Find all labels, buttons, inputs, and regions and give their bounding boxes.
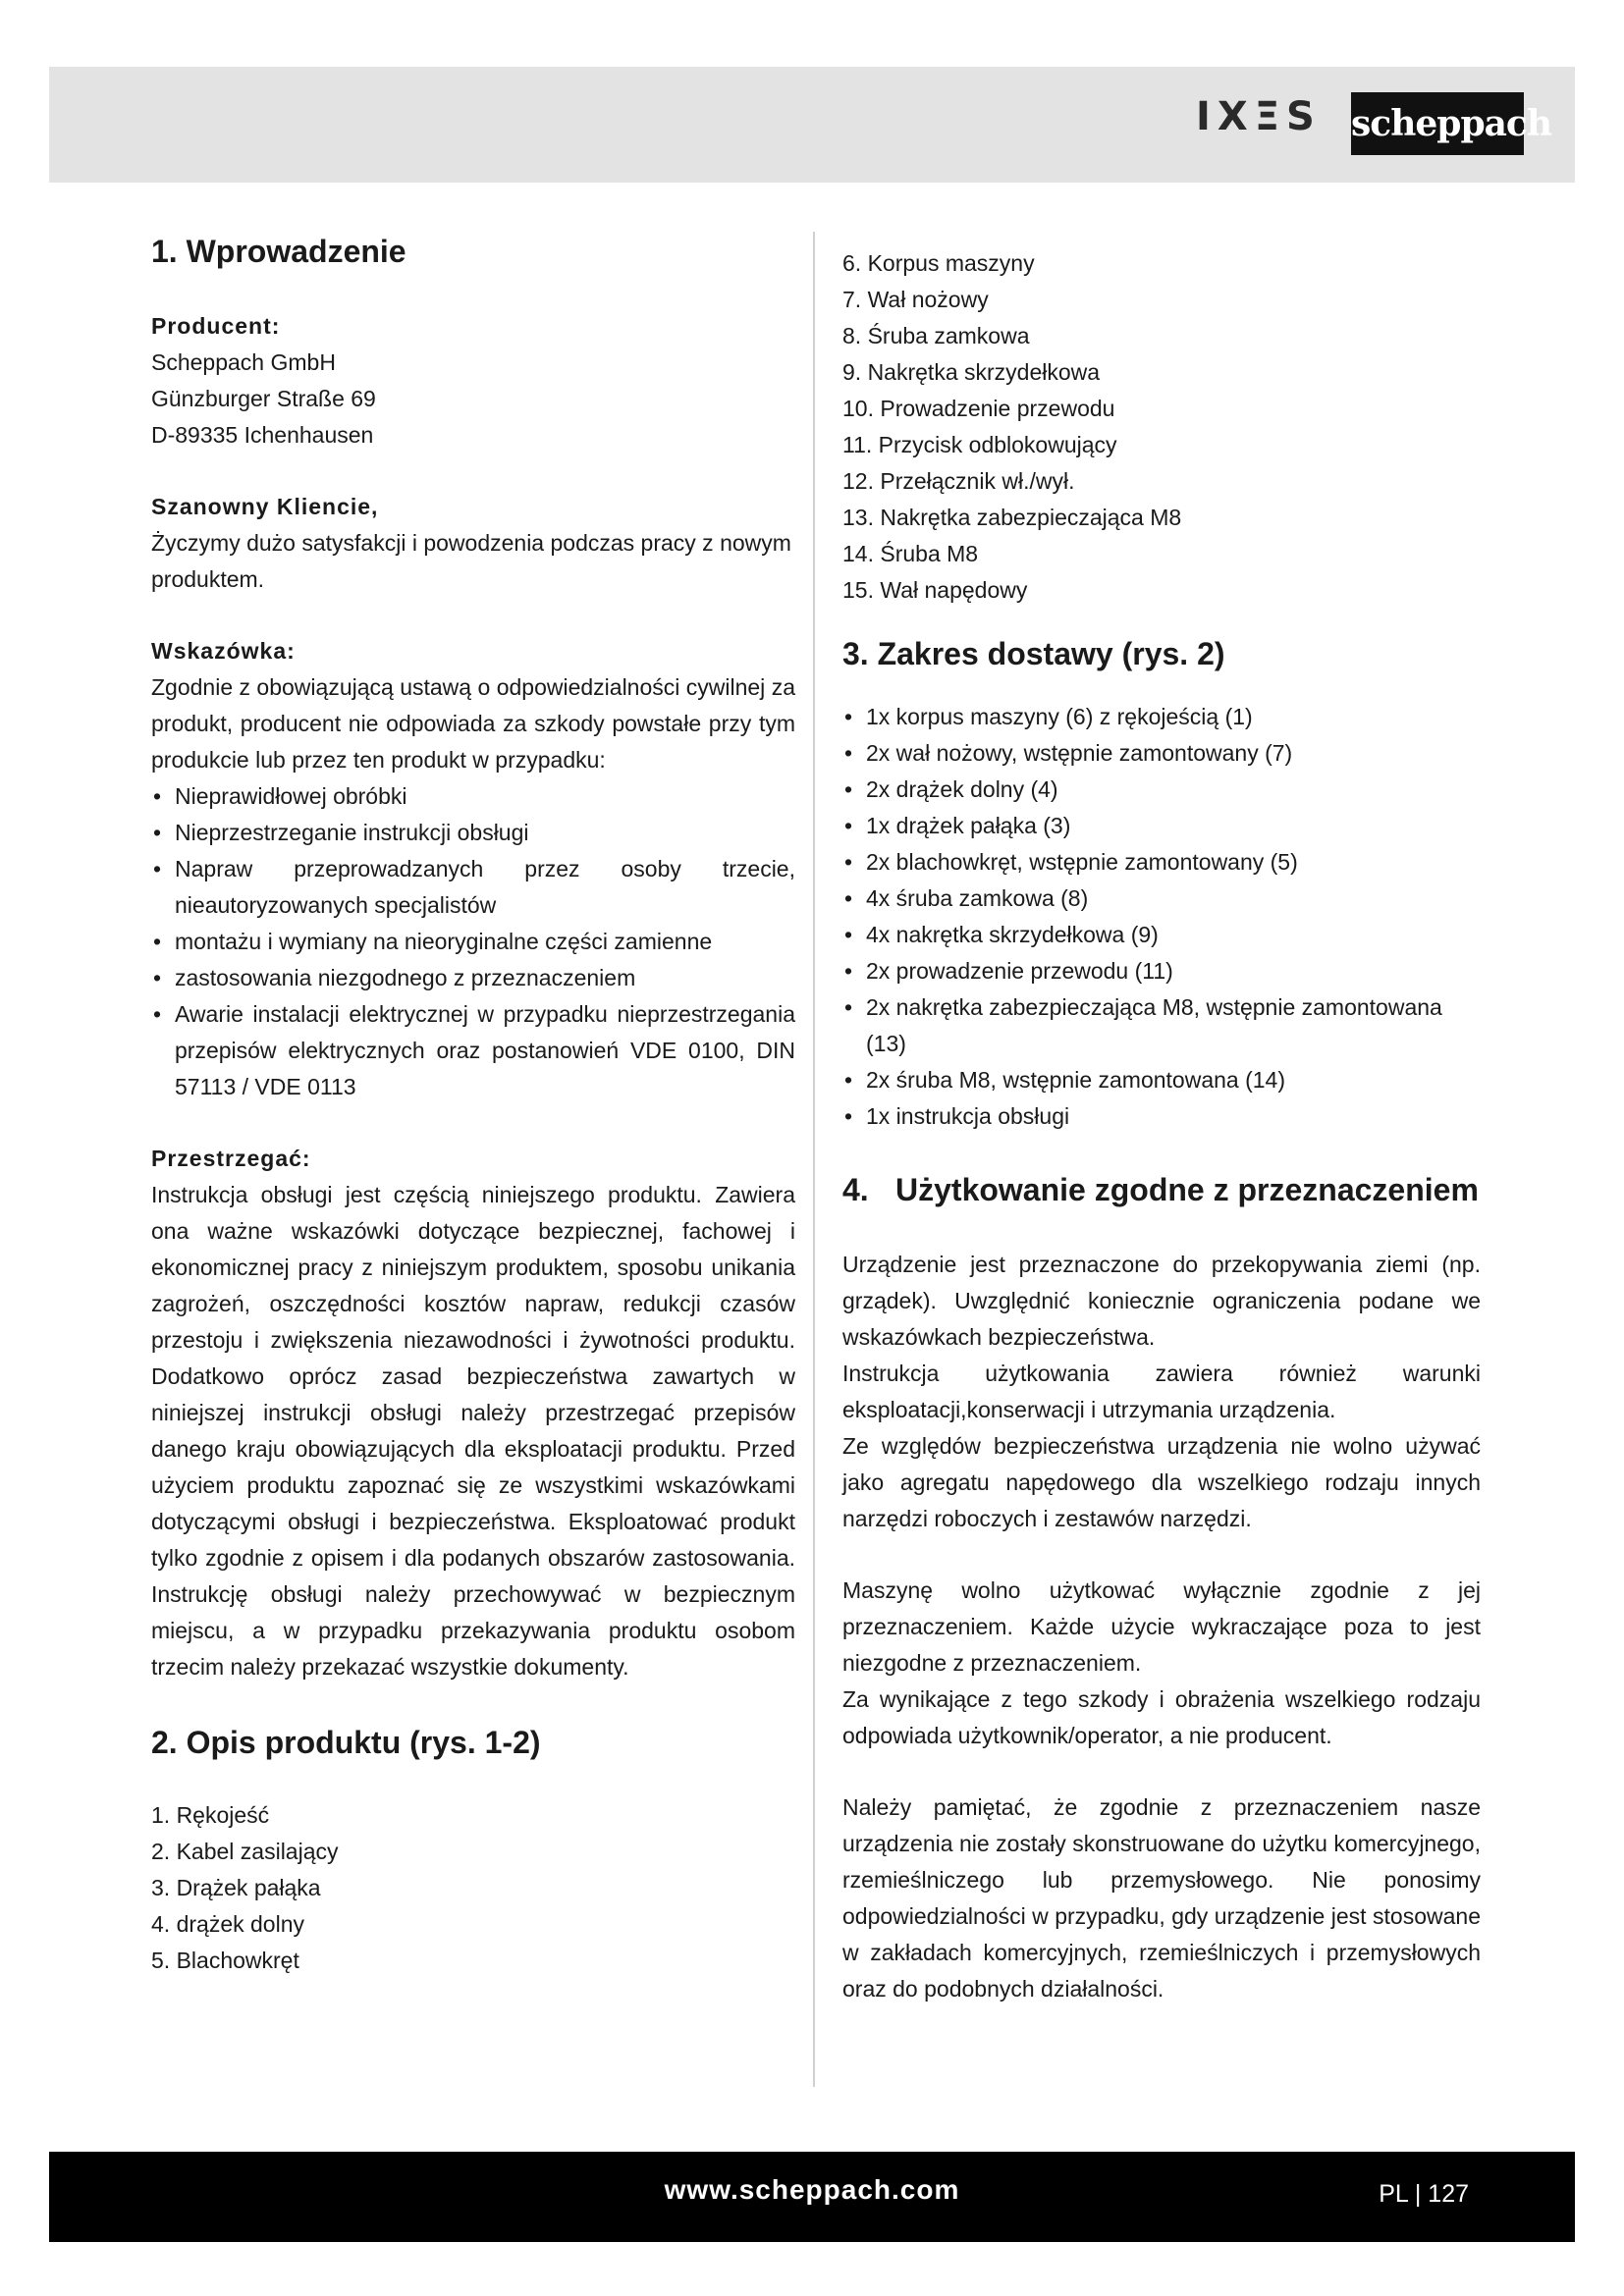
list-item: 8. Śruba zamkowa	[842, 323, 1030, 348]
list-item: • 2x śruba M8, wstępnie zamontowana (14)	[842, 1062, 1481, 1098]
observe-text: Instrukcja obsługi jest częścią niniejszego produktu. Zawiera ona ważne wskazówki dotyczące bezpiecznej, fachowej i ekonomicznej pracy z niniejszym produktem, sposobu unikania zagrożeń, oszczędności kosztów napraw, redukcji czasów przestoju i zwiększenia niezawodności i żywotności produktu. Dodatkowo oprócz zasad bezpieczeństwa zawartych w niniejszej instrukcji obsługi należy przestrzegać przepisów danego kraju obowiązujących dla eksploatacji produktu. Przed użyciem produktu zapoznać się ze wszystkimi wskazówkami dotyczącymi obsługi i bezpieczeństwa. Eksploatować produkt tylko zgodnie z opisem i dla podanych obszarów zastosowania. Instrukcję obsługi należy przechowywać w bezpiecznym miejscu, a w przypadku przekazywania produktu osobom trzecim należy przekazać wszystkie dokumenty.	[151, 1182, 795, 1680]
list-item: • Nieprawidłowej obróbki	[151, 778, 795, 815]
list-item: • 2x drążek dolny (4)	[842, 772, 1481, 808]
section-4-title	[842, 1170, 1481, 1209]
list-item: 5. Blachowkręt	[151, 1948, 299, 1973]
section-4-number: 4.	[842, 1172, 869, 1207]
list-item: 15. Wał napędowy	[842, 577, 1028, 603]
list-item: 11. Przycisk odblokowujący	[842, 432, 1117, 457]
parts-list	[151, 1797, 795, 1979]
list-item: • montażu i wymiany na nieoryginalne części zamienne	[151, 924, 795, 960]
list-item: • Awarie instalacji elektrycznej w przypadku nieprzestrzegania przepisów elektrycznych oraz postanowień VDE 0100, DIN 57113 / VDE 0113	[151, 996, 795, 1105]
left-column	[151, 232, 795, 1979]
list-item: 7. Wał nożowy	[842, 287, 989, 312]
producer-line: Scheppach GmbH	[151, 349, 336, 375]
page-footer	[49, 2152, 1575, 2242]
list-item: • 2x nakrętka zabezpieczająca M8, wstępnie zamontowana (13)	[842, 989, 1481, 1062]
intended-use-paragraph: Maszynę wolno użytkować wyłącznie zgodnie z jej przeznaczeniem. Każde użycie wykraczające poza to jest niezgodne z przeznaczeniem.	[842, 1577, 1481, 1676]
dear-customer-text: Życzymy dużo satysfakcji i powodzenia podczas pracy z nowym produktem.	[151, 530, 791, 592]
list-item: • 2x prowadzenie przewodu (11)	[842, 953, 1481, 989]
section-3-title: 3. Zakres dostawy (rys. 2)	[842, 636, 1225, 671]
intended-use-paragraph: Należy pamiętać, że zgodnie z przeznaczeniem nasze urządzenia nie zostały skonstruowane do użytku komercyjnego, rzemieślniczego lub przemysłowego. Nie ponosimy odpowiedzialności w przypadku, gdy urządzenie jest stosowane w zakładach komercyjnych, rzemieślniczych i przemysłowych oraz do podobnych działalności.	[842, 1794, 1481, 2002]
list-item: • Nieprzestrzeganie instrukcji obsługi	[151, 815, 795, 851]
list-item: 10. Prowadzenie przewodu	[842, 396, 1115, 421]
ixes-logo: IXΞS	[1196, 94, 1322, 139]
list-item: • 1x korpus maszyny (6) z rękojeścią (1)	[842, 699, 1481, 735]
page-header	[49, 67, 1575, 183]
column-divider	[813, 232, 815, 2087]
list-item: 14. Śruba M8	[842, 541, 979, 566]
intended-use-paragraph: Ze względów bezpieczeństwa urządzenia nie wolno używać jako agregatu napędowego dla wszelkiego rodzaju innych narzędzi roboczych i zestawów narzędzi.	[842, 1433, 1481, 1531]
scheppach-logo: scheppach	[1351, 92, 1524, 155]
list-item: 13. Nakrętka zabezpieczająca M8	[842, 505, 1182, 530]
parts-list-continued	[842, 245, 1481, 609]
list-item: • Napraw przeprowadzanych przez osoby trzecie, nieautoryzowanych specjalistów	[151, 851, 795, 924]
list-item: • 4x śruba zamkowa (8)	[842, 881, 1481, 917]
list-item: • zastosowania niezgodnego z przeznaczeniem	[151, 960, 795, 996]
list-item: • 1x drążek pałąka (3)	[842, 808, 1481, 844]
list-item: 12. Przełącznik wł./wył.	[842, 468, 1075, 494]
list-item: 2. Kabel zasilający	[151, 1839, 339, 1864]
producer-label: Producent:	[151, 313, 281, 339]
producer-line: D-89335 Ichenhausen	[151, 422, 374, 448]
list-item: 4. drążek dolny	[151, 1911, 304, 1937]
page-number: PL | 127	[1379, 2180, 1469, 2208]
hint-list	[151, 778, 795, 1105]
list-item: • 2x wał nożowy, wstępnie zamontowany (7)	[842, 735, 1481, 772]
hint-text: Zgodnie z obowiązującą ustawą o odpowiedzialności cywilnej za produkt, producent nie odpowiada za szkody powstałe przy tym produkcie lub przez ten produkt w przypadku:	[151, 674, 795, 773]
intended-use-paragraph: Urządzenie jest przeznaczone do przekopywania ziemi (np. grządek). Uwzględnić koniecznie ograniczenia podane we wskazówkach bezpieczeństwa.	[842, 1252, 1481, 1350]
section-1-title: 1. Wprowadzenie	[151, 234, 406, 269]
hint-label: Wskazówka:	[151, 638, 296, 664]
observe-label: Przestrzegać:	[151, 1146, 311, 1171]
list-item: 3. Drążek pałąka	[151, 1875, 321, 1900]
delivery-list	[842, 699, 1481, 1135]
dear-customer-label: Szanowny Kliencie,	[151, 494, 379, 519]
section-2-title: 2. Opis produktu (rys. 1-2)	[151, 1725, 541, 1760]
list-item: • 1x instrukcja obsługi	[842, 1098, 1481, 1135]
list-item: 1. Rękojeść	[151, 1802, 270, 1828]
list-item: 6. Korpus maszyny	[842, 250, 1035, 276]
intended-use-paragraph: Instrukcja użytkowania zawiera również warunki eksploatacji,konserwacji i utrzymania urządzenia.	[842, 1361, 1481, 1422]
intended-use-paragraph: Za wynikające z tego szkody i obrażenia wszelkiego rodzaju odpowiada użytkownik/operator, a nie producent.	[842, 1686, 1481, 1748]
list-item: • 4x nakrętka skrzydełkowa (9)	[842, 917, 1481, 953]
producer-line: Günzburger Straße 69	[151, 386, 376, 411]
right-column	[842, 245, 1481, 2007]
list-item: 9. Nakrętka skrzydełkowa	[842, 359, 1101, 385]
website-link[interactable]: www.scheppach.com	[664, 2174, 960, 2205]
list-item: • 2x blachowkręt, wstępnie zamontowany (5)	[842, 844, 1481, 881]
section-4-heading: Użytkowanie zgodne z przeznaczeniem	[895, 1172, 1479, 1207]
